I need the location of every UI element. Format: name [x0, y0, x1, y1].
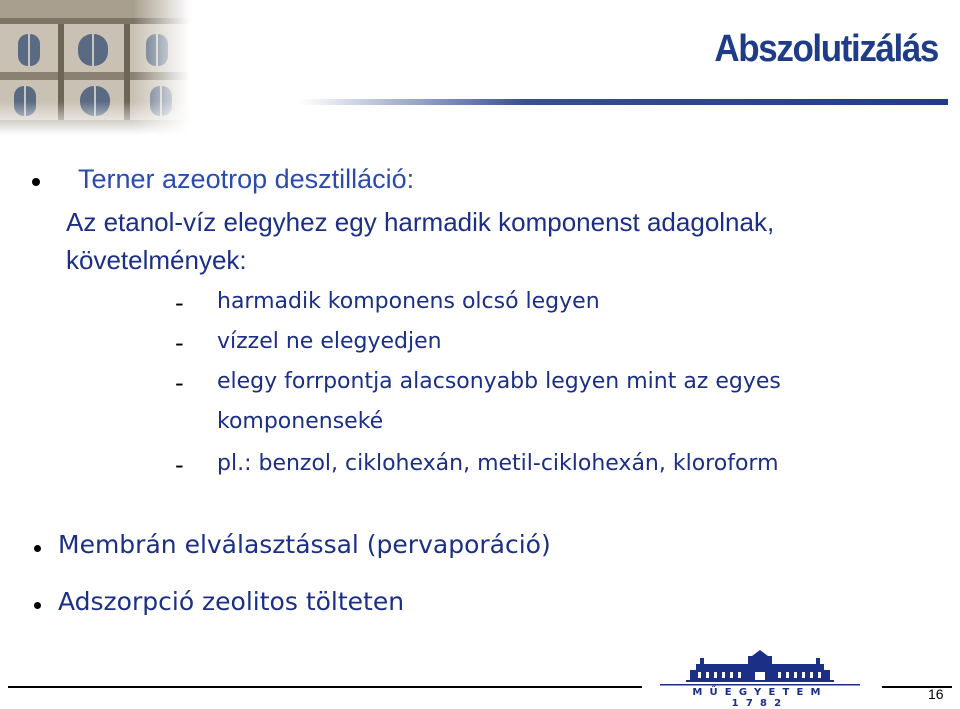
building-photo — [0, 0, 190, 135]
bullet-dot — [34, 602, 41, 609]
logo-caption: MŰEGYETEM 1782 — [692, 687, 828, 709]
intro-line-2: követelmények: — [66, 245, 247, 275]
requirement-item: pl.: benzol, ciklohexán, metil-ciklohexán, kloroform — [217, 451, 779, 476]
page-number: 16 — [928, 686, 944, 702]
bullet-heading-terner: Terner azeotrop desztilláció: — [78, 164, 415, 194]
requirement-item: vízzel ne elegyedjen — [217, 329, 442, 354]
title-underline — [300, 92, 948, 98]
requirement-dash: - — [175, 289, 184, 317]
slide-title: Abszolutizálás — [714, 28, 938, 70]
bullet-dot — [32, 178, 40, 186]
bullet-dot — [34, 545, 41, 552]
bullet-adsorption: Adszorpció zeolitos tölteten — [58, 587, 405, 616]
footer-rule-left — [8, 686, 642, 688]
bullet-membrane: Membrán elválasztással (pervaporáció) — [58, 530, 551, 559]
requirement-item: harmadik komponens olcsó legyen — [217, 289, 600, 314]
requirement-dash: - — [175, 369, 184, 397]
requirement-dash: - — [175, 329, 184, 357]
requirement-item: komponenseké — [217, 409, 384, 434]
university-logo — [660, 650, 860, 709]
intro-line-1: Az etanol-víz elegyhez egy harmadik komponenst adagolnak, — [66, 207, 775, 237]
requirement-dash: - — [175, 451, 184, 479]
requirement-item: elegy forrpontja alacsonyabb legyen mint az egyes — [217, 369, 781, 394]
